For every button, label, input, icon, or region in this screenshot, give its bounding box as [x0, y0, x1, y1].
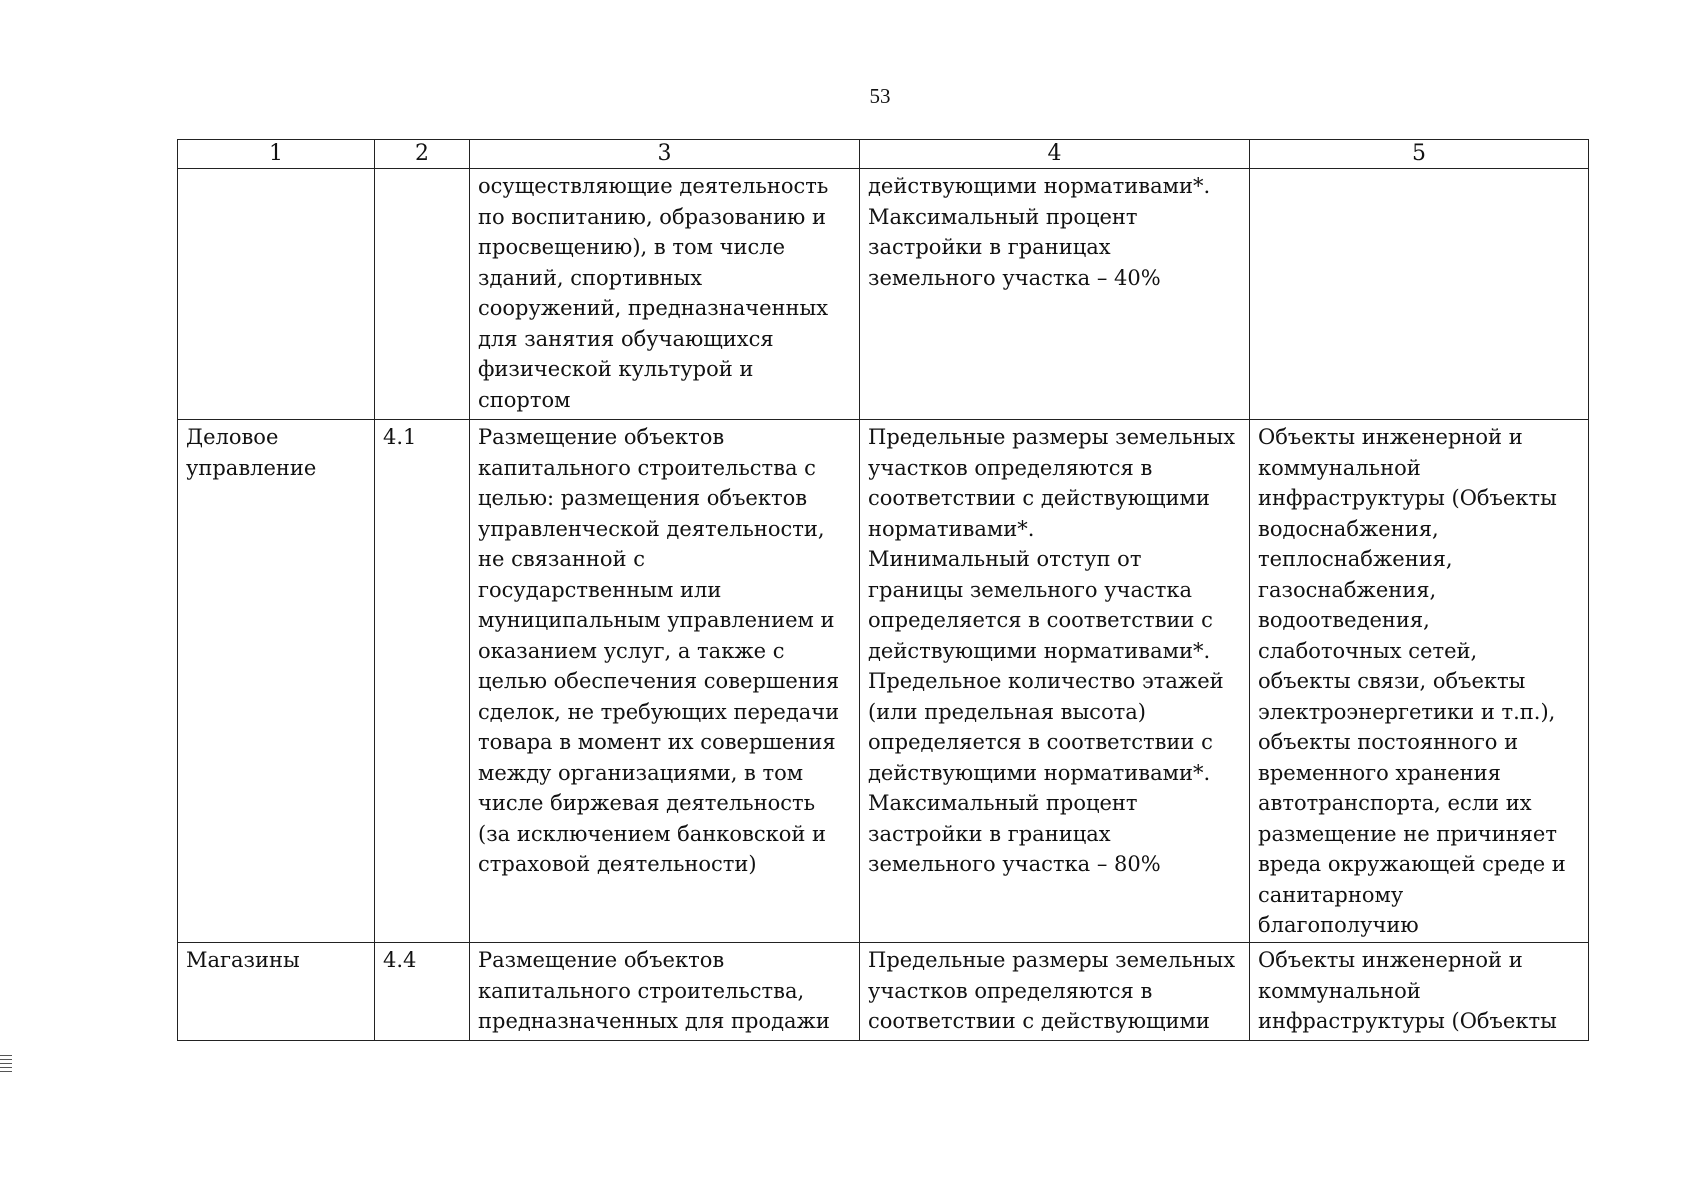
cell-use-type: Магазины — [178, 943, 375, 1041]
scan-margin-marks — [0, 1055, 12, 1075]
cell-code: 4.1 — [375, 420, 470, 943]
scan-mark — [0, 1063, 12, 1064]
table-row — [178, 943, 1589, 1041]
cell-parameters: действующими нормативами*. Максимальный процент застройки в границах земельного участка – 40% — [860, 169, 1250, 420]
column-header-5: 5 — [1250, 140, 1589, 169]
column-header-1: 1 — [178, 140, 375, 169]
regulations-table — [177, 139, 1589, 1041]
column-header-4: 4 — [860, 140, 1250, 169]
cell-use-type: Деловое управление — [178, 420, 375, 943]
cell-auxiliary-uses: Объекты инженерной и коммунальной инфраструктуры (Объекты водоснабжения, теплоснабжения, газоснабжения, водоотведения, слаботочных сетей, объекты связи, объекты электроэнергетики и т.п.), объекты постоянного и временного хранения автотранспорта, если их размещение не причиняет вреда окружающей среде и санитарному благополучию — [1250, 420, 1589, 943]
table-row — [178, 420, 1589, 943]
cell-auxiliary-uses — [1250, 169, 1589, 420]
column-header-2: 2 — [375, 140, 470, 169]
cell-description: осуществляющие деятельность по воспитанию, образованию и просвещению), в том числе зданий, спортивных сооружений, предназначенных для занятия обучающихся физической культурой и спортом — [470, 169, 860, 420]
cell-code — [375, 169, 470, 420]
page-number: 53 — [869, 84, 891, 108]
table-row — [178, 169, 1589, 420]
scan-mark — [0, 1067, 12, 1068]
scan-mark — [0, 1055, 12, 1056]
regulations-table-container — [177, 139, 1588, 1041]
cell-auxiliary-uses: Объекты инженерной и коммунальной инфраструктуры (Объекты — [1250, 943, 1589, 1041]
cell-parameters: Предельные размеры земельных участков определяются в соответствии с действующими — [860, 943, 1250, 1041]
table-header-row — [178, 140, 1589, 169]
scan-mark — [0, 1059, 12, 1060]
cell-description: Размещение объектов капитального строительства с целью: размещения объектов управленческой деятельности, не связанной с государственным или муниципальным управлением и оказанием услуг, а также с целью обеспечения совершения сделок, не требующих передачи товара в момент их совершения между организациями, в том числе биржевая деятельность (за исключением банковской и страховой деятельности) — [470, 420, 860, 943]
cell-parameters: Предельные размеры земельных участков определяются в соответствии с действующими нормативами*. Минимальный отступ от границы земельного участка определяется в соответствии с действующими нормативами*. Предельное количество этажей (или предельная высота) определяется в соответствии с действующими нормативами*. Максимальный процент застройки в границах земельного участка – 80% — [860, 420, 1250, 943]
cell-code: 4.4 — [375, 943, 470, 1041]
cell-description: Размещение объектов капитального строительства, предназначенных для продажи — [470, 943, 860, 1041]
cell-use-type — [178, 169, 375, 420]
column-header-3: 3 — [470, 140, 860, 169]
scan-mark — [0, 1071, 12, 1072]
